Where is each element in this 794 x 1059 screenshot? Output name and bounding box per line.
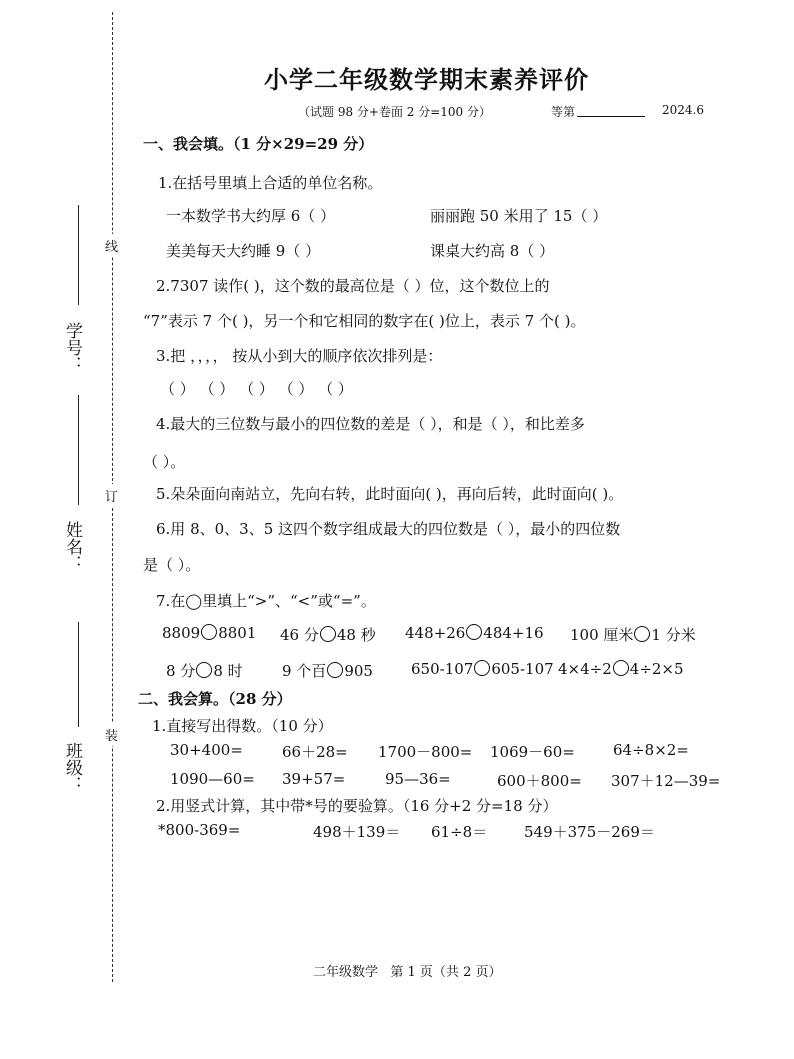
grade-label: 等第	[551, 105, 576, 119]
class-field[interactable]	[78, 622, 79, 727]
q3-line2: （ ） （ ） （ ） （ ） （ ）	[160, 380, 353, 398]
compare-circle[interactable]	[466, 624, 482, 640]
q3-line1: 3.把 ，，，， 按从小到大的顺序依次排列是：	[156, 347, 443, 365]
oral-calc-item: 64÷8×2=	[613, 741, 689, 759]
q1-item-b: 丽丽跑 50 米用了 15（ ）	[430, 207, 608, 225]
q1-item-d: 课桌大约高 8（ ）	[430, 242, 555, 260]
compare-item: 8809 8801	[162, 624, 257, 642]
compare-item: 46 分 48 秒	[280, 626, 376, 644]
q6-line1: 6.用 8、0、3、5 这四个数字组成最大的四位数是（ ），最小的四位数	[156, 520, 621, 538]
oral-calc-item: 1069－60=	[490, 743, 575, 761]
binding-ding-word: 订	[105, 484, 118, 507]
q2-line1: 2.7307 读作( )，这个数的最高位是（ ）位，这个数位上的	[156, 277, 550, 295]
score-note: （试题 98 分+卷面 2 分=100 分）	[298, 105, 491, 119]
section2-heading: 二、我会算。（28 分）	[138, 690, 292, 708]
q5-text: 5.朵朵面向南站立，先向右转，此时面向( )，再向后转，此时面向( )。	[156, 485, 624, 503]
s2-q2-prompt: 2.用竖式计算，其中带*号的要验算。（16 分+2 分=18 分）	[156, 797, 558, 815]
vertical-calc-item: 61÷8＝	[431, 823, 488, 841]
oral-calc-item: 66＋28=	[282, 743, 348, 761]
oral-calc-item: 95—36=	[385, 770, 451, 788]
q6-line2: 是（ ）。	[143, 556, 201, 574]
vertical-calc-item: 498＋139＝	[313, 823, 401, 841]
page-title: 小学二年级数学期末素养评价	[264, 65, 589, 94]
compare-item: 650-107 605-107	[411, 660, 554, 678]
binding-line-word: 线	[105, 234, 118, 257]
compare-circle[interactable]	[474, 660, 490, 676]
q4-line2: （ ）。	[143, 453, 186, 471]
q1-item-c: 美美每天大约睡 9（ ）	[166, 242, 321, 260]
compare-item: 9 个百 905	[282, 662, 373, 680]
compare-circle[interactable]	[201, 624, 217, 640]
section1-heading: 一、我会填。（1 分×29=29 分）	[143, 135, 374, 153]
compare-item: 448+26 484+16	[405, 624, 544, 642]
page-footer: 二年级数学 第 1 页（共 2 页）	[313, 965, 502, 980]
grade-field[interactable]	[551, 103, 645, 120]
binding-zhuang-word: 装	[105, 723, 118, 746]
q7-prompt: 7.在◯里填上“>”、“<”或“=”。	[156, 592, 376, 610]
compare-circle[interactable]	[634, 626, 650, 642]
oral-calc-item: 1700－800=	[378, 743, 473, 761]
oral-calc-item: 600＋800=	[497, 772, 582, 790]
compare-item: 100 厘米 1 分米	[570, 626, 696, 644]
class-label: 班级：	[62, 742, 82, 793]
vertical-calc-item: 549＋375－269＝	[524, 823, 655, 841]
name-field[interactable]	[78, 395, 79, 505]
compare-item: 4×4÷2 4÷2×5	[558, 660, 684, 678]
q2-line2: “7”表示 7 个( )，另一个和它相同的数字在( )位上，表示 7 个( )。	[143, 312, 586, 330]
vertical-calc-item: *800-369=	[158, 821, 241, 839]
student-number-field[interactable]	[78, 205, 79, 305]
student-number-label: 学号：	[62, 322, 82, 373]
q1-prompt: 1.在括号里填上合适的单位名称。	[158, 174, 383, 192]
exam-date: 2024.6	[662, 103, 704, 117]
oral-calc-item: 1090—60=	[170, 770, 255, 788]
compare-circle[interactable]	[196, 662, 212, 678]
s2-q1-prompt: 1.直接写出得数。（10 分）	[152, 717, 333, 735]
q4-line1: 4.最大的三位数与最小的四位数的差是（ ），和是（ ），和比差多	[156, 415, 585, 433]
grade-blank[interactable]	[577, 104, 645, 117]
q1-item-a: 一本数学书大约厚 6（ ）	[166, 207, 336, 225]
oral-calc-item: 39+57=	[282, 770, 346, 788]
compare-item: 8 分 8 时	[166, 662, 243, 680]
oral-calc-item: 30+400=	[170, 741, 243, 759]
compare-circle[interactable]	[613, 660, 629, 676]
compare-circle[interactable]	[327, 662, 343, 678]
name-label: 姓名：	[62, 521, 82, 572]
compare-circle[interactable]	[320, 626, 336, 642]
oral-calc-item: 307＋12—39=	[611, 772, 721, 790]
